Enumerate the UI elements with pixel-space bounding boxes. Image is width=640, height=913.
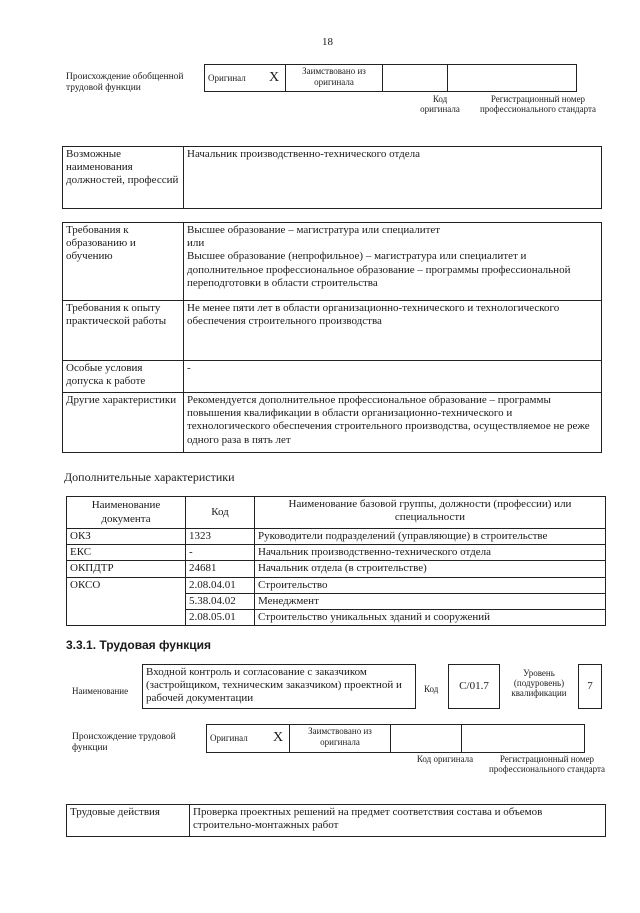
original2-cell: Оригинал	[207, 725, 268, 753]
row-code: 5.38.04.02	[186, 593, 255, 609]
table-row	[67, 529, 606, 545]
req-other-value: Рекомендуется дополнительное профессиональное образование – программы повышения квалификации в области организационно-технического и технологического обеспечения строительного производства, осуществляемое не реже одного раза в пять лет	[184, 393, 602, 453]
extra-header-name: Наименование базовой группы, должности (профессии) или специальности	[255, 497, 606, 529]
req-education-value: Высшее образование – магистратура или специалитет или Высшее образование (непрофильное) – магистратура или специалитет и дополнительное профессиональное образование – программы профессиональной переподготовки в области строительства	[184, 223, 602, 301]
req-admission-value: -	[184, 361, 602, 393]
tf-heading	[66, 638, 211, 653]
origin2-table	[206, 724, 585, 753]
origin-table	[204, 64, 577, 92]
original-cell: Оригинал	[205, 65, 264, 92]
actions-table	[66, 804, 606, 837]
row-name: Менеджмент	[255, 593, 606, 609]
positions-value: Начальник производственно-технического отдела	[184, 147, 602, 209]
req-education-label: Требования к образованию и обучению	[63, 223, 184, 301]
code-original2-caption: Код оригинала	[416, 754, 474, 764]
tf-level-value: 7	[579, 665, 602, 709]
row-code: 2.08.05.01	[186, 609, 255, 625]
borrowed2-cell: Заимствовано из оригинала	[290, 725, 391, 753]
table-row	[67, 545, 606, 561]
row-name: Строительство	[255, 577, 606, 593]
reg-number2-caption: Регистрационный номер профессионального стандарта	[488, 754, 606, 774]
code-original-caption: Код оригинала	[420, 94, 460, 114]
origin2-label: Происхождение трудовой функции	[72, 732, 176, 753]
row-name: Строительство уникальных зданий и сооружений	[255, 609, 606, 625]
borrowed-cell: Заимствовано из оригинала	[286, 65, 383, 92]
tf-code-value: С/01.7	[449, 665, 500, 709]
req-other-label: Другие характеристики	[63, 393, 184, 453]
reg-number-caption: Регистрационный номер профессионального стандарта	[479, 94, 597, 114]
tf-level-box	[578, 664, 602, 709]
tf-code-label: Код	[424, 684, 439, 694]
reg-number2-cell	[462, 725, 585, 753]
row-code: 24681	[186, 561, 255, 577]
req-experience-value: Не менее пяти лет в области организационно-технического и технологического обеспечения строительного производства	[184, 301, 602, 361]
tf-name-value: Входной контроль и согласование с заказчиком (застройщиком, техническим заказчиком) проектной и рабочей документации	[143, 665, 416, 709]
origin-label: Происхождение обобщенной трудовой функции	[66, 72, 184, 93]
row-doc: ОКПДТР	[67, 561, 186, 577]
tf-heading-text: 3.3.1. Трудовая функция	[66, 638, 211, 652]
row-code: -	[186, 545, 255, 561]
table-row	[67, 577, 606, 593]
code-original2-cell	[391, 725, 462, 753]
row-code: 2.08.04.01	[186, 577, 255, 593]
extra-header-code: Код	[186, 497, 255, 529]
extra-table	[66, 496, 606, 626]
actions-label: Трудовые действия	[67, 805, 190, 837]
row-doc: ОКЗ	[67, 529, 186, 545]
original-mark: X	[263, 65, 286, 92]
original2-mark: X	[267, 725, 290, 753]
code-original-cell	[383, 65, 448, 92]
page-number: 18	[322, 36, 333, 48]
row-name: Начальник производственно-технического отдела	[255, 545, 606, 561]
actions-value: Проверка проектных решений на предмет соответствия состава и объемов строительно-монтажных работ	[190, 805, 606, 837]
row-doc: ЕКС	[67, 545, 186, 561]
extra-header-doc: Наименование документа	[67, 497, 186, 529]
table-row	[67, 561, 606, 577]
row-name: Начальник отдела (в строительстве)	[255, 561, 606, 577]
tf-name-label: Наименование	[72, 686, 129, 696]
reg-number-cell	[448, 65, 577, 92]
req-experience-label: Требования к опыту практической работы	[63, 301, 184, 361]
tf-level-label: Уровень (подуровень) квалификации	[511, 668, 567, 698]
requirements-table	[62, 222, 602, 453]
extra-heading: Дополнительные характеристики	[64, 470, 235, 484]
row-name: Руководители подразделений (управляющие) в строительстве	[255, 529, 606, 545]
tf-code-box	[448, 664, 500, 709]
req-admission-label: Особые условия допуска к работе	[63, 361, 184, 393]
row-doc: ОКСО	[67, 577, 186, 626]
tf-name-box	[142, 664, 416, 709]
positions-label: Возможные наименования должностей, профессий	[63, 147, 184, 209]
positions-table	[62, 146, 602, 209]
row-code: 1323	[186, 529, 255, 545]
